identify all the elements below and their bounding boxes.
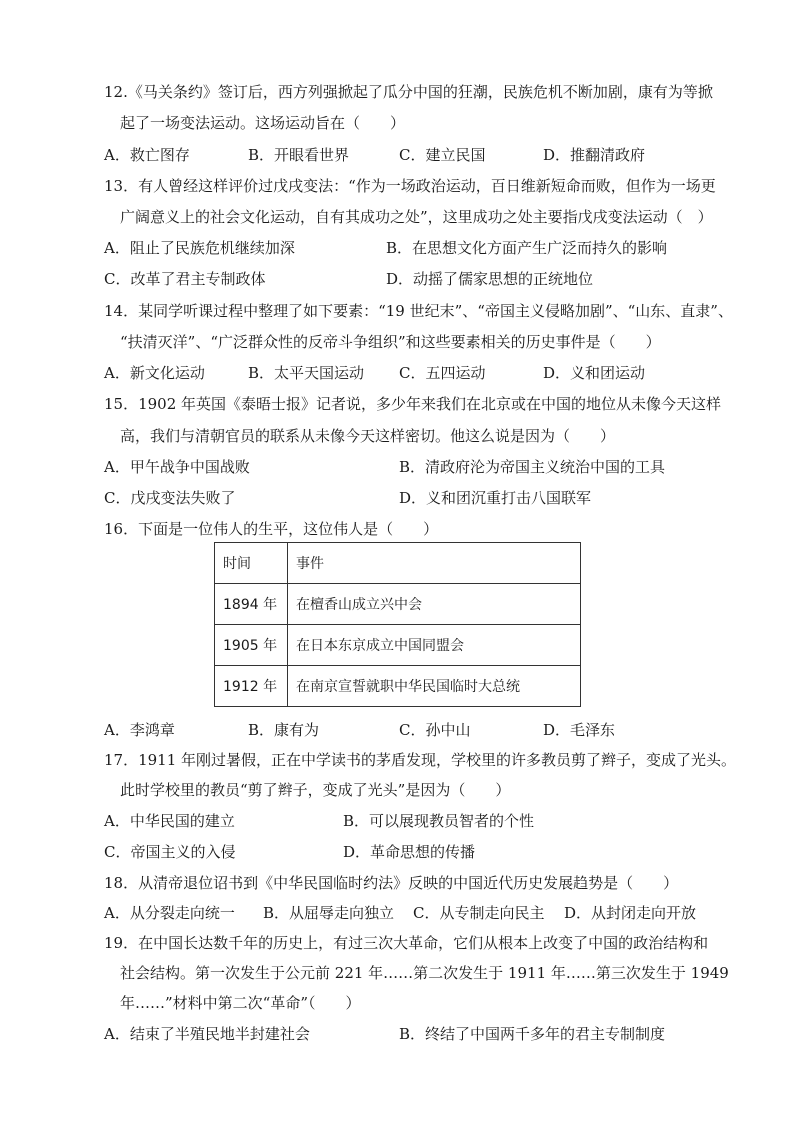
q12-option-d: D．推翻清政府 [543,146,646,164]
q16-option-d: D．毛泽东 [543,721,616,739]
table-cell-year: 1912 年 [215,666,288,707]
q13-option-b: B．在思想文化方面产生广泛而持久的影响 [386,239,668,257]
q13-stem-line-2: 广阔意义上的社会文化运动，自有其成功之处”，这里成功之处主要指戊戌变法运动（ ） [120,208,713,226]
q12-option-c: C．建立民国 [399,146,486,164]
q14-stem-line-2: “扶清灭洋”、“广泛群众性的反帝斗争组织”和这些要素相关的历史事件是（ ） [120,333,661,351]
q16-option-b: B．康有为 [248,721,320,739]
q17-option-d: D．革命思想的传播 [343,843,476,861]
q18-option-d: D．从封闭走向开放 [564,904,697,922]
table-cell-year: 1905 年 [215,625,288,666]
q15-option-c: C．戊戌变法失败了 [104,489,236,507]
q15-option-b: B．清政府沦为帝国主义统治中国的工具 [399,458,666,476]
q14-option-b: B．太平天国运动 [248,364,365,382]
table-cell-event: 在檀香山成立兴中会 [288,584,581,625]
q18-stem-line-1: 18．从清帝退位诏书到《中华民国临时约法》反映的中国近代历史发展趋势是（ ） [104,874,679,892]
table-header-event: 事件 [288,543,581,584]
q17-stem-line-1: 17．1911 年刚过暑假，正在中学读书的茅盾发现，学校里的许多教员剪了辫子，变成了光头。 [104,751,737,769]
q12-option-b: B．开眼看世界 [248,146,350,164]
table-row [215,666,581,707]
q17-option-b: B．可以展现教员智者的个性 [343,812,535,830]
q19-stem-line-1: 19．在中国长达数千年的历史上，有过三次大革命，它们从根本上改变了中国的政治结构和 [104,934,709,952]
q14-stem-line-1: 14．某同学听课过程中整理了如下要素：“19 世纪末”、“帝国主义侵略加剧”、“山东、直隶”、 [104,302,733,320]
q17-option-c: C．帝国主义的入侵 [104,843,236,861]
table-header-time: 时间 [215,543,288,584]
table-row [215,584,581,625]
q16-option-c: C．孙中山 [399,721,471,739]
q15-stem-line-1: 15．1902 年英国《泰晤士报》记者说，多少年来我们在北京或在中国的地位从未像今天这样 [104,395,722,413]
q12-stem-line-1: 12.《马关条约》签订后，西方列强掀起了瓜分中国的狂潮，民族危机不断加剧，康有为等掀 [104,83,713,101]
q14-option-c: C．五四运动 [399,364,486,382]
q18-option-c: C．从专制走向民主 [413,904,545,922]
q15-option-d: D．义和团沉重打击八国联军 [399,489,592,507]
q19-option-a: A．结束了半殖民地半封建社会 [104,1025,310,1043]
q19-stem-line-3: 年……”材料中第二次“革命”（ ） [120,994,361,1012]
q13-stem-line-1: 13．有人曾经这样评价过戊戌变法：“作为一场政治运动，百日维新短命而败，但作为一场更 [104,177,716,195]
q15-stem-line-2: 高，我们与清朝官员的联系从未像今天这样密切。他这么说是因为（ ） [120,427,616,445]
q19-stem-line-2: 社会结构。第一次发生于公元前 221 年……第二次发生于 1911 年……第三次发生于 1949 [120,964,729,982]
q12-option-a: A．救亡图存 [104,146,190,164]
q15-option-a: A．甲午战争中国战败 [104,458,250,476]
table-cell-event: 在南京宣誓就职中华民国临时大总统 [288,666,581,707]
q18-option-a: A．从分裂走向统一 [104,904,235,922]
q16-option-a: A．李鸿章 [104,721,175,739]
biography-table [214,542,581,707]
q13-option-d: D．动摇了儒家思想的正统地位 [386,270,594,288]
q13-option-c: C．改革了君主专制政体 [104,270,266,288]
q12-stem-line-2: 起了一场变法运动。这场运动旨在（ ） [120,114,406,132]
q13-option-a: A．阻止了民族危机继续加深 [104,239,295,257]
table-row [215,543,581,584]
table-row [215,625,581,666]
table-cell-event: 在日本东京成立中国同盟会 [288,625,581,666]
q14-option-d: D．义和团运动 [543,364,646,382]
q14-option-a: A．新文化运动 [104,364,205,382]
q19-option-b: B．终结了中国两千多年的君主专制制度 [399,1025,666,1043]
q18-option-b: B．从屈辱走向独立 [263,904,395,922]
q17-option-a: A．中华民国的建立 [104,812,235,830]
q17-stem-line-2: 此时学校里的教员“剪了辫子，变成了光头”是因为（ ） [120,781,511,799]
q16-stem-line-1: 16．下面是一位伟人的生平，这位伟人是（ ） [104,520,439,538]
table-cell-year: 1894 年 [215,584,288,625]
